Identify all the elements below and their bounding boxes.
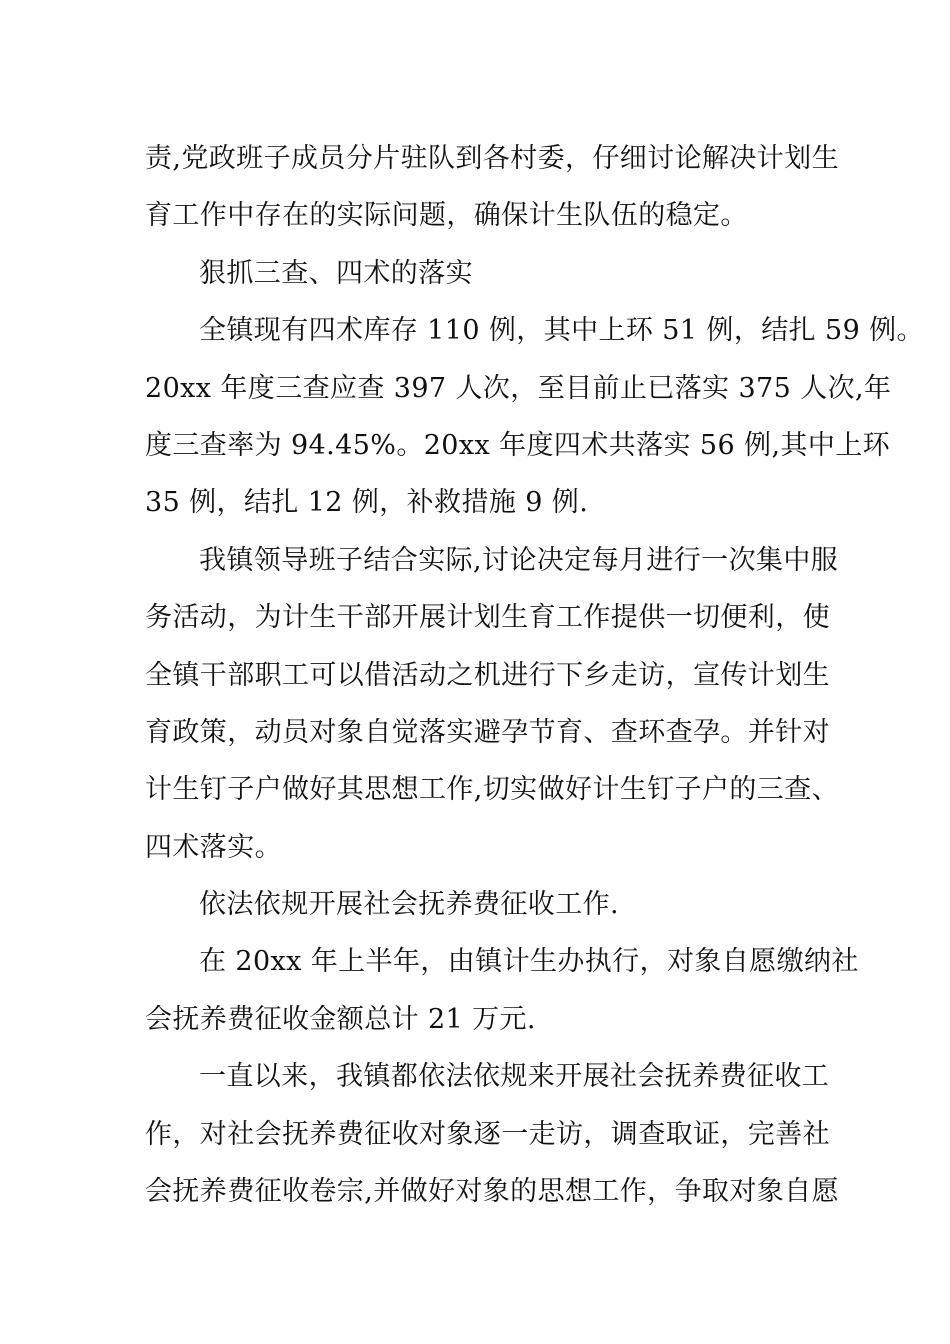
text-line: 育工作中存在的实际问题，确保计生队伍的稳定。 xyxy=(145,200,748,232)
text-line: 一直以来，我镇都依法依规来开展社会抚养费征收工 xyxy=(199,1061,830,1093)
paragraph-6 xyxy=(145,933,859,1048)
paragraph-3 xyxy=(145,302,924,532)
text-line: 35 例，结扎 12 例，补救措施 9 例. xyxy=(145,487,589,519)
text-line: 责,党政班子成员分片驻队到各村委，仔细讨论解决计划生 xyxy=(145,143,839,174)
text-line: 全镇干部职工可以借活动之机进行下乡走访，宣传计划生 xyxy=(145,659,830,691)
paragraph-1 xyxy=(145,130,839,245)
text-line: 务活动，为计生干部开展计划生育工作提供一切便利，使 xyxy=(145,602,830,634)
section-heading xyxy=(145,876,815,933)
text-line: 我镇领导班子结合实际,讨论决定每月进行一次集中服 xyxy=(199,544,839,576)
text-line: 四术落实。 xyxy=(145,831,282,863)
text-line: 在 20xx 年上半年，由镇计生办执行，对象自愿缴纳社 xyxy=(199,946,859,978)
text-line: 度三查率为 94.45%。20xx 年度四术共落实 56 例,其中上环 xyxy=(145,429,891,461)
text-line: 育政策，动员对象自觉落实避孕节育、查环查孕。并针对 xyxy=(145,716,830,748)
text-line: 会抚养费征收卷宗,并做好对象的思想工作，争取对象自愿 xyxy=(145,1176,839,1208)
document-body xyxy=(145,130,924,1220)
text-line: 依法依规开展社会抚养费征收工作. xyxy=(199,889,619,921)
text-line: 作，对社会抚养费征收对象逐一走访，调查取证，完善社 xyxy=(145,1118,830,1150)
text-line: 会抚养费征收金额总计 21 万元. xyxy=(145,1003,536,1035)
section-heading xyxy=(145,245,815,302)
text-line: 计生钉子户做好其思想工作,切实做好计生钉子户的三查、 xyxy=(145,774,839,806)
text-line: 全镇现有四术库存 110 例，其中上环 51 例，结扎 59 例。 xyxy=(199,315,924,347)
text-line: 狠抓三查、四术的落实 xyxy=(199,257,473,289)
text-line: 20xx 年度三查应查 397 人次，至目前止已落实 375 人次,年 xyxy=(145,372,892,404)
paragraph-4 xyxy=(145,532,839,876)
paragraph-7 xyxy=(145,1048,839,1220)
